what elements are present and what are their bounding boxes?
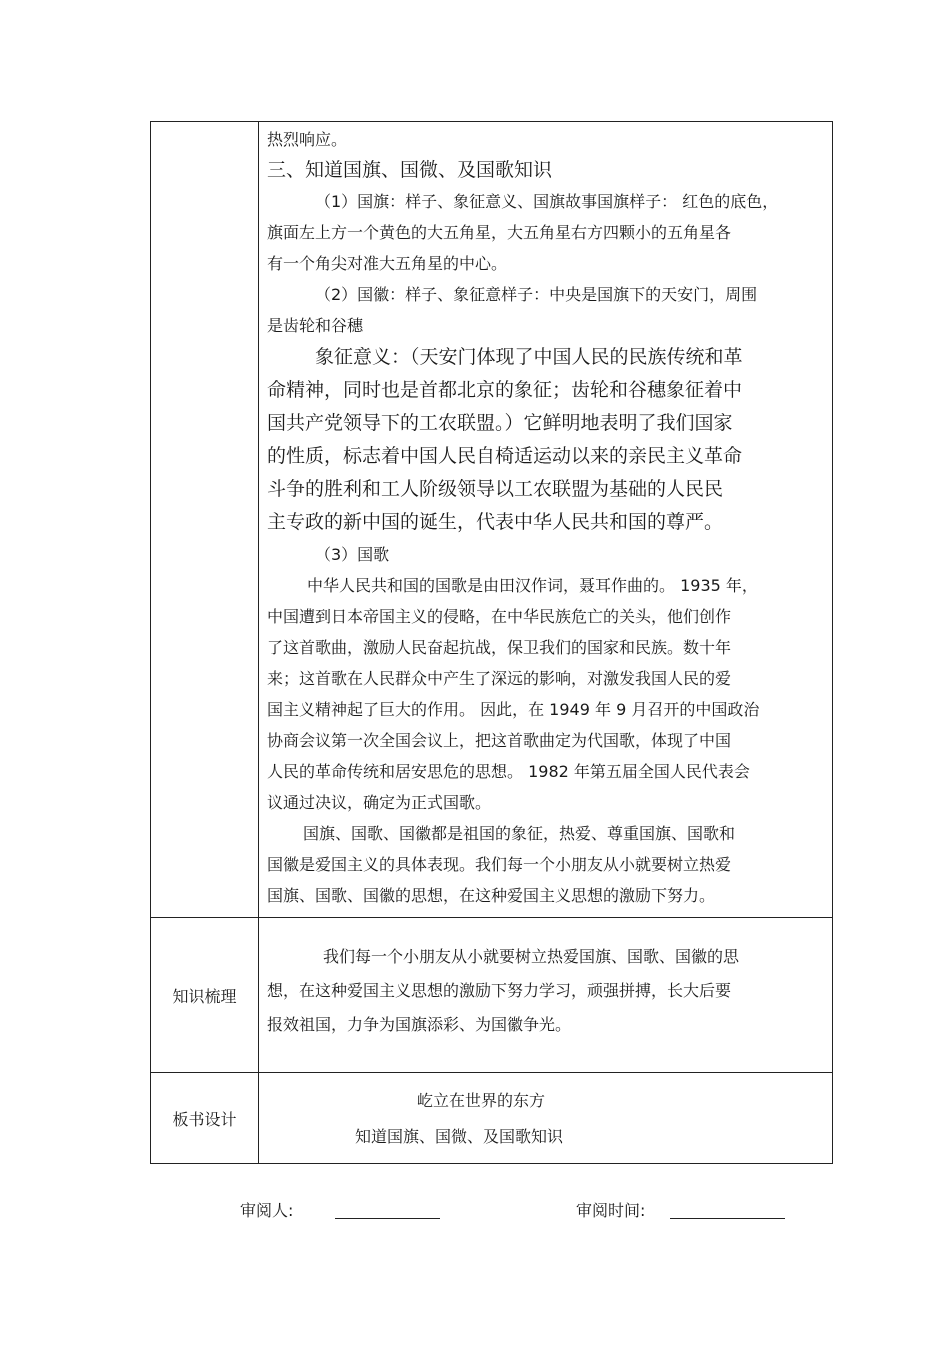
paragraph-line-large: 的性质，标志着中国人民自椅适运动以来的亲民主义革命 bbox=[267, 445, 743, 467]
summary-label: 知识梳理 bbox=[151, 918, 259, 1073]
board-subtitle: 知道国旗、国微、及国歌知识 bbox=[355, 1127, 564, 1146]
paragraph-line: 是齿轮和谷穗 bbox=[267, 316, 364, 335]
board-design-cell bbox=[259, 1073, 833, 1164]
content-cell bbox=[259, 122, 833, 918]
paragraph-line: 国旗、国歌、国徽都是祖国的象征，热爱、尊重国旗、国歌和 bbox=[303, 824, 736, 843]
summary-row bbox=[151, 918, 833, 1073]
paragraph-line: 人民的革命传统和居安思危的思想。 1982 年第五届全国人民代表会 bbox=[267, 762, 750, 781]
paragraph-line-large: 命精神，同时也是首都北京的象征；齿轮和谷穗象征着中 bbox=[267, 379, 743, 401]
content-row bbox=[151, 122, 833, 918]
paragraph-line: 旗面左上方一个黄色的大五角星，大五角星右方四颗小的五角星各 bbox=[267, 223, 732, 242]
paragraph-line-large: 斗争的胜利和工人阶级领导以工农联盟为基础的人民民 bbox=[267, 478, 724, 500]
paragraph-line: 中国遭到日本帝国主义的侵略，在中华民族危亡的关头，他们创作 bbox=[267, 607, 732, 626]
review-time-label: 审阅时间: bbox=[576, 1201, 646, 1220]
reviewer-label: 审阅人: bbox=[240, 1201, 294, 1220]
summary-line: 报效祖国，力争为国旗添彩、为国徽争光。 bbox=[267, 1015, 572, 1034]
section-heading: 三、知道国旗、国微、及国歌知识 bbox=[267, 159, 553, 181]
paragraph-line: 来；这首歌在人民群众中产生了深远的影响，对激发我国人民的爱 bbox=[267, 669, 732, 688]
paragraph-line: （1）国旗：样子、象征意义、国旗故事国旗样子： 红色的底色， bbox=[315, 192, 779, 211]
summary-cell bbox=[259, 918, 833, 1073]
paragraph-line: 国旗、国歌、国徽的思想，在这种爱国主义思想的激励下努力。 bbox=[267, 886, 716, 905]
board-design-row bbox=[151, 1073, 833, 1164]
content-row-label-cell bbox=[151, 122, 259, 918]
lesson-plan-table bbox=[150, 121, 833, 1164]
paragraph-line: 国主义精神起了巨大的作用。 因此，在 1949 年 9 月召开的中国政治 bbox=[267, 700, 760, 719]
paragraph-line: 有一个角尖对准大五角星的中心。 bbox=[267, 254, 508, 273]
paragraph-line: 议通过决议，确定为正式国歌。 bbox=[267, 793, 492, 812]
paragraph-line: 热烈响应。 bbox=[267, 130, 348, 149]
summary-line: 想，在这种爱国主义思想的激励下努力学习，顽强拼搏，长大后要 bbox=[267, 981, 732, 1000]
review-time-line bbox=[670, 1218, 785, 1219]
summary-line: 我们每一个小朋友从小就要树立热爱国旗、国歌、国徽的思 bbox=[323, 947, 740, 966]
paragraph-line: 了这首歌曲，激励人民奋起抗战，保卫我们的国家和民族。数十年 bbox=[267, 638, 732, 657]
board-title: 屹立在世界的东方 bbox=[417, 1091, 546, 1110]
paragraph-line: 协商会议第一次全国会议上，把这首歌曲定为代国歌，体现了中国 bbox=[267, 731, 732, 750]
paragraph-line-large: 主专政的新中国的诞生，代表中华人民共和国的尊严。 bbox=[267, 511, 724, 533]
paragraph-line-large: 象征意义：（天安门体现了中国人民的民族传统和革 bbox=[315, 346, 743, 368]
paragraph-line: （2）国徽：样子、象征意样子：中央是国旗下的天安门，周围 bbox=[315, 285, 758, 304]
paragraph-line-large: 国共产党领导下的工农联盟。）它鲜明地表明了我们国家 bbox=[267, 412, 733, 434]
reviewer-signature-line bbox=[335, 1218, 440, 1219]
paragraph-line: 中华人民共和国的国歌是由田汉作词，聂耳作曲的。 1935 年， bbox=[307, 576, 758, 595]
paragraph-line: 国徽是爱国主义的具体表现。我们每一个小朋友从小就要树立热爱 bbox=[267, 855, 732, 874]
board-design-label: 板书设计 bbox=[151, 1073, 259, 1164]
subheading-anthem: （3）国歌 bbox=[315, 545, 390, 564]
